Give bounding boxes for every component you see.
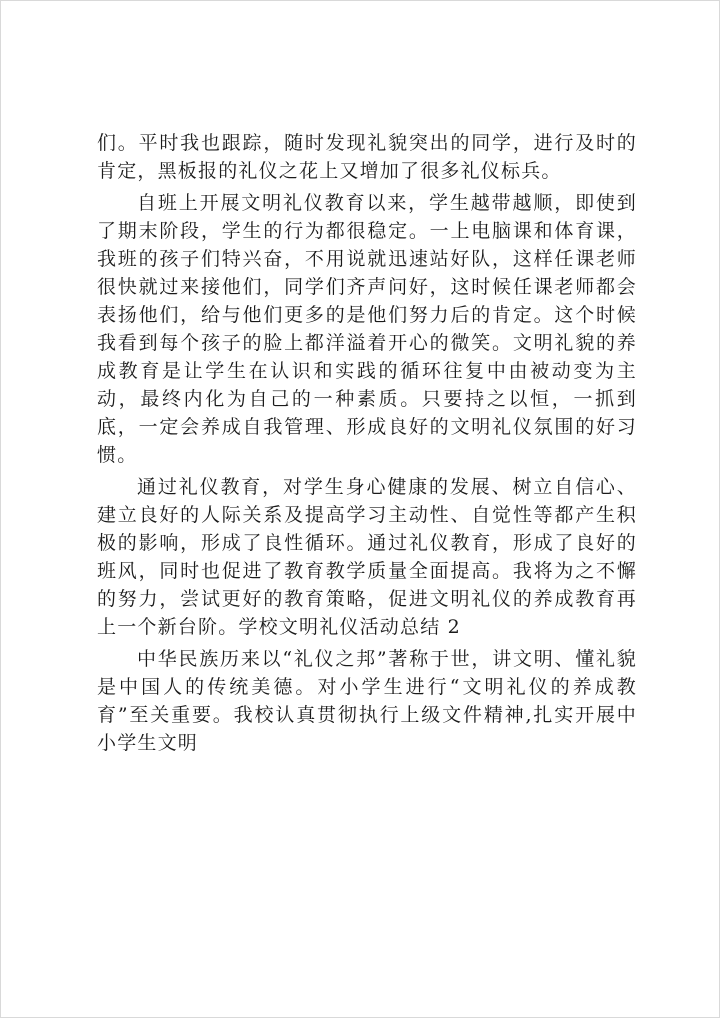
paragraph-1: 们。平时我也跟踪，随时发现礼貌突出的同学，进行及时的肯定，黑板报的礼仪之花上又增加了很多礼仪标兵。 — [97, 132, 637, 182]
paragraph-4: 中华民族历来以“礼仪之邦”著称于世，讲文明、懂礼貌是中国人的传统美德。对小学生进行“文明礼仪的养成教育”至关重要。我校认真贯彻执行上级文件精神,扎实开展中小学生文明 — [97, 648, 637, 754]
paragraph-2: 自班上开展文明礼仪教育以来，学生越带越顺，即使到了期末阶段，学生的行为都很稳定。一上电脑课和体育课，我班的孩子们特兴奋，不用说就迅速站好队，这样任课老师很快就过来接他们，同学们齐声问好，这时候任课老师都会表扬他们，给与他们更多的是他们努力后的肯定。这个时候我看到每个孩子的脸上都洋溢着开心的微笑。文明礼貌的养成教育是让学生在认识和实践的循环往复中由被动变为主动，最终内化为自己的一种素质。只要持之以恒，一抓到底，一定会养成自我管理、形成良好的文明礼仪氛围的好习惯。 — [97, 192, 637, 466]
document-body — [97, 129, 637, 761]
paragraph-3: 通过礼仪教育，对学生身心健康的发展、树立自信心、建立良好的人际关系及提高学习主动性、自觉性等都产生积极的影响，形成了良性循环。通过礼仪教育，形成了良好的班风，同时也促进了教育教学质量全面提高。我将为之不懈的努力，尝试更好的教育策略，促进文明礼仪的养成教育再上一个新台阶。学校文明礼仪活动总结 2 — [97, 476, 637, 638]
